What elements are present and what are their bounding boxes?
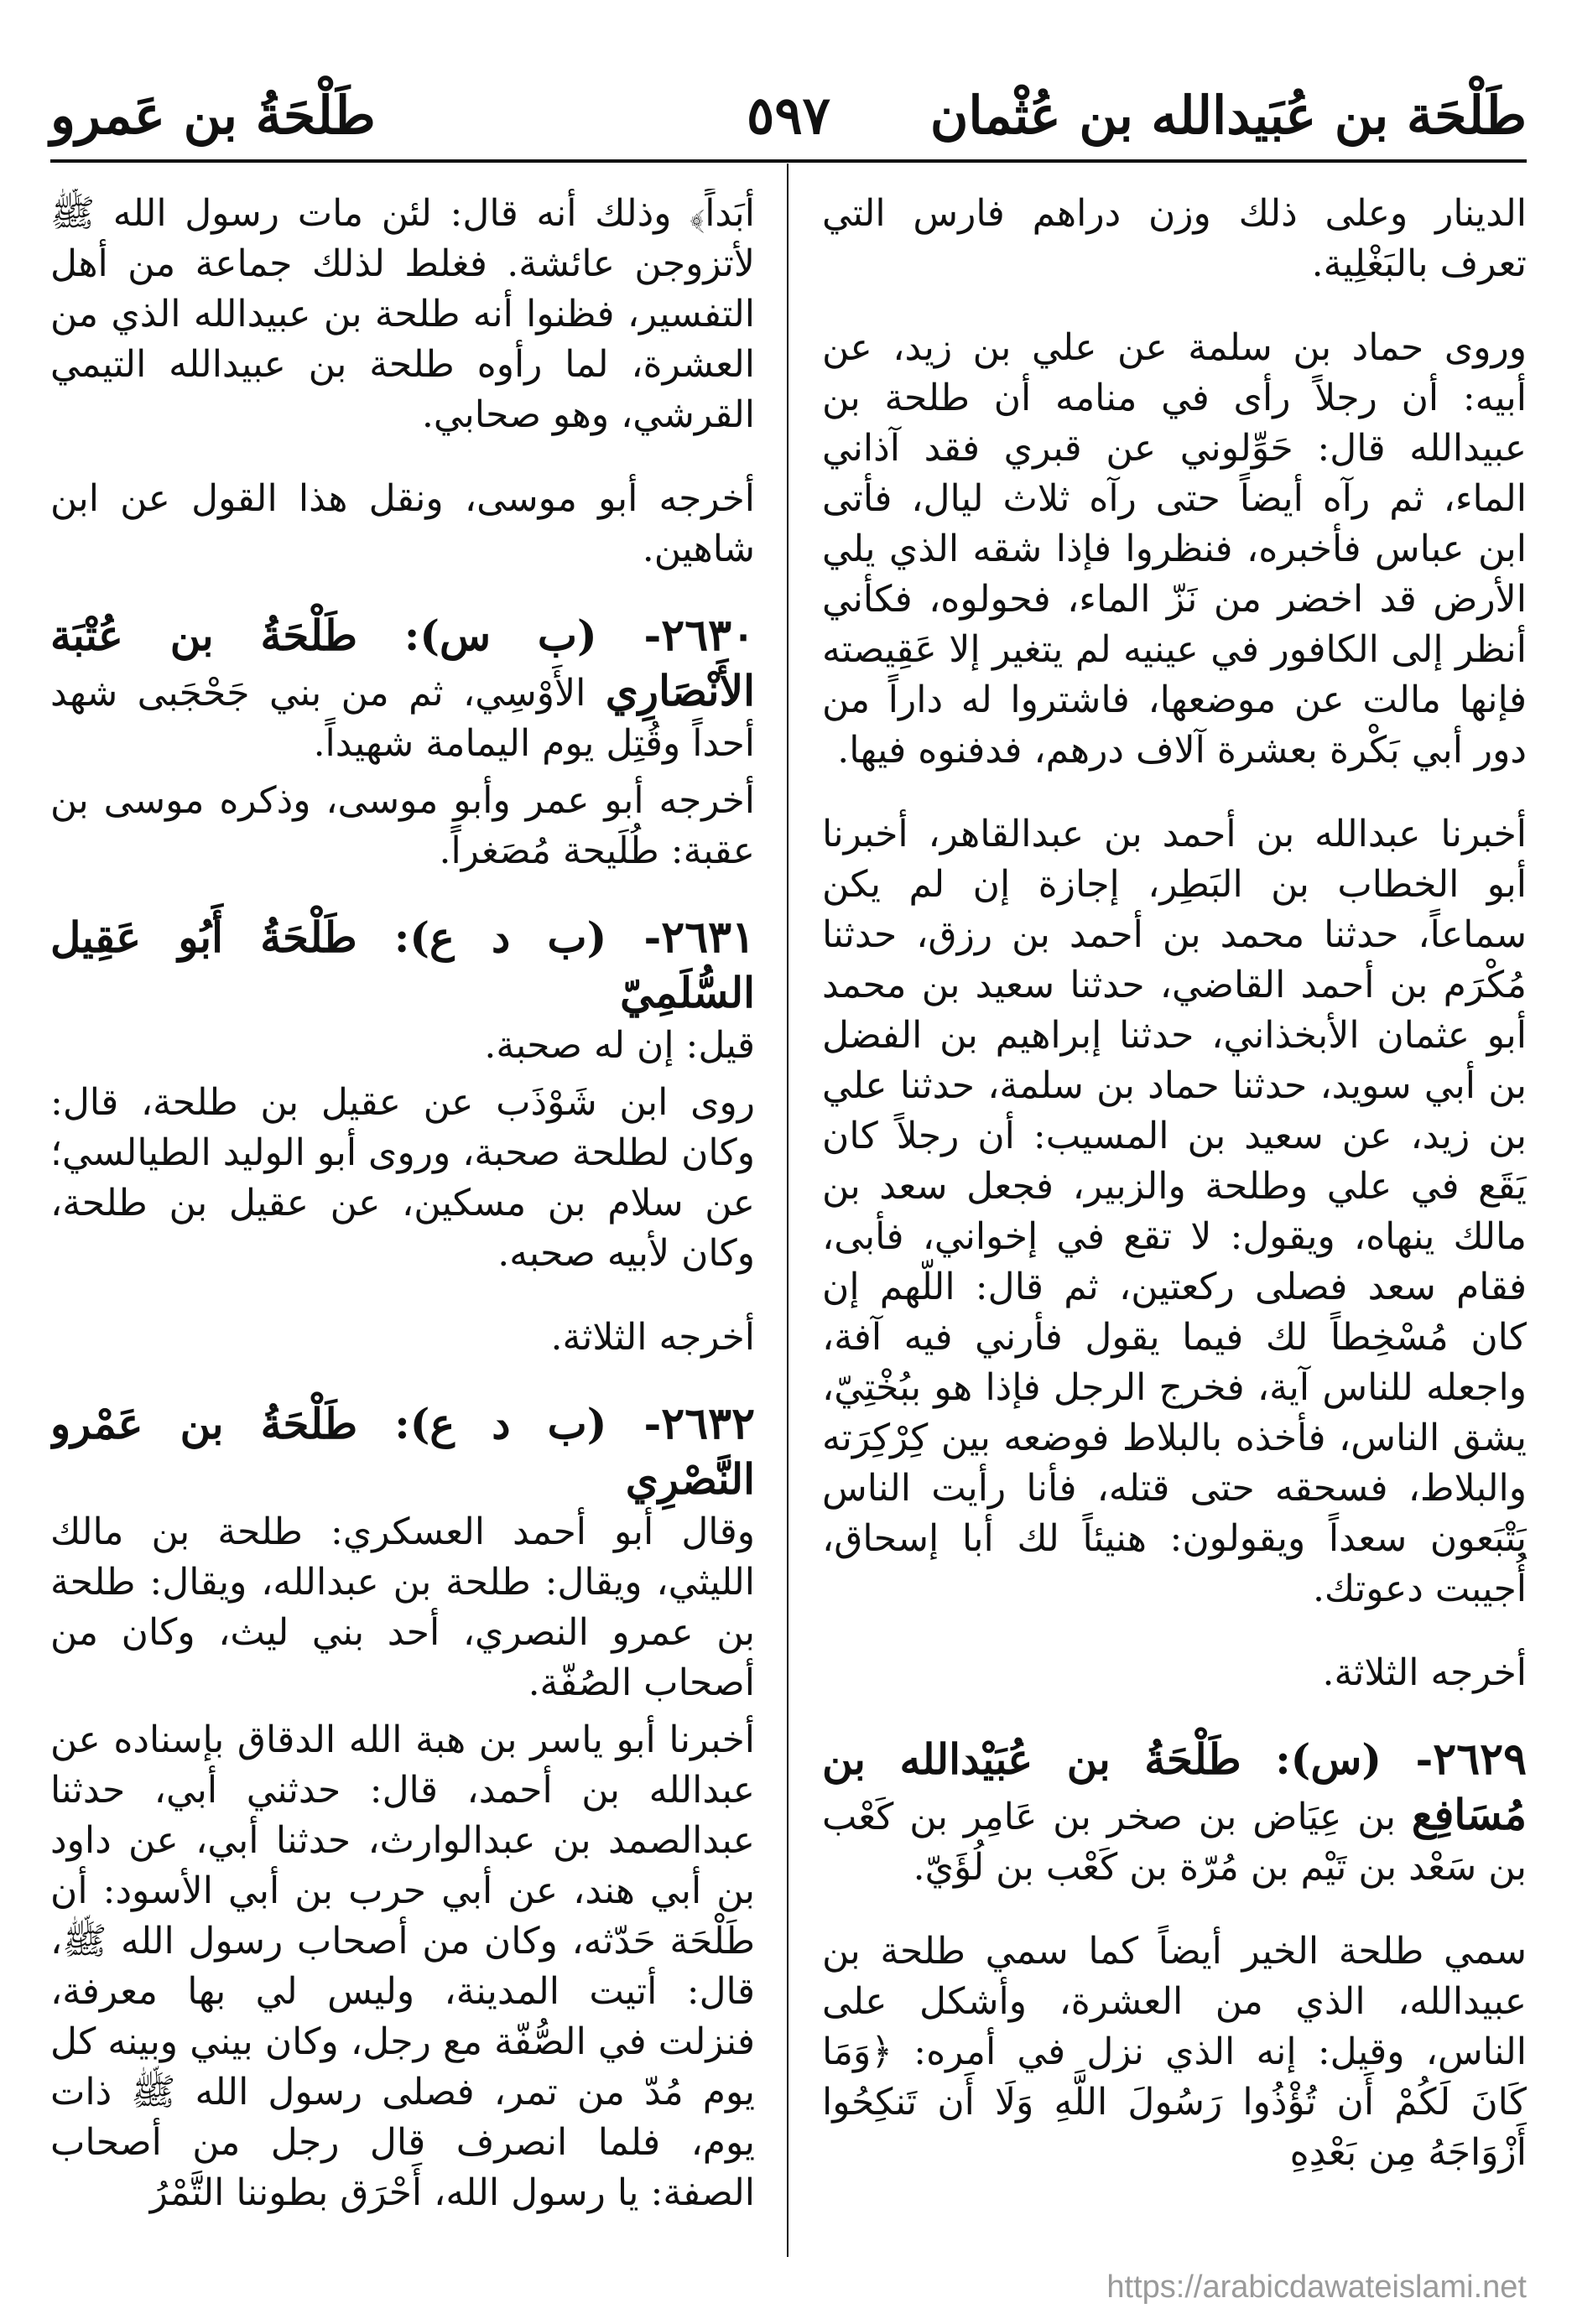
entry-body: قيل: إن له صحبة. — [484, 1024, 755, 1067]
paragraph: سمي طلحة الخير أيضاً كما سمي طلحة بن عبيدالله، الذي من العشرة، وأشكل على الناس، وقيل: إنه الذي نزل في أمره: ﴿وَمَا كَانَ لَكُمْ أَن تُؤْذُوا رَسُولَ اللَّهِ وَلَا أَن تَنكِحُوا أَزْوَاجَهُ مِن بَعْدِهِ — [822, 1930, 1527, 2174]
entry-number: ٢٦٣٠ — [661, 610, 755, 661]
entry-name: طَلْحَةُ أَبُو عَقِيل السُّلَمِيّ — [50, 912, 755, 1017]
entry-code: - (ب س): — [357, 611, 662, 660]
entry-code: - (ب د ع): — [357, 912, 662, 962]
entry-heading — [50, 912, 755, 1017]
right-column — [822, 189, 1527, 2265]
header-left-title: طَلْحَةُ بن عَمرو — [50, 85, 376, 146]
watermark-url: https://arabicdawateislami.net — [1106, 2269, 1527, 2305]
entry-2630 — [50, 608, 755, 769]
paragraph: أخبرنا أبو ياسر بن هبة الله الدقاق بإسناده عن عبدالله بن أحمد، قال: حدثني أبي، حدثنا عبدالصمد بن عبدالوارث، حدثنا أبي، عن داود بن أبي هند، عن أبي حرب بن أبي الأسود: أن طَلْحَة حَدّثه، وكان من أصحاب رسول الله ﷺ، قال: أتيت المدينة، وليس لي بها معرفة، فنزلت في الصُّفّة مع رجل، وكان بيني وبينه كل يوم مُدّ من تمر، فصلى رسول الله ﷺ ذات يوم، فلما انصرف قال رجل من أصحاب الصفة: يا رسول الله، أَحْرَق بطوننا التَّمْرُ — [50, 1718, 755, 2214]
paragraph: روى ابن شَوْذَب عن عقيل بن طلحة، قال: وكان لطلحة صحبة، وروى أبو الوليد الطيالسي؛ عن سلام بن مسكين، عن عقيل بن طلحة، وكان لأبيه صحبه. — [50, 1081, 755, 1275]
entry-body: وقال أبو أحمد العسكري: طلحة بن مالك الليثي، ويقال: طلحة بن عبدالله، ويقال: طلحة بن عمرو النصري، أحد بني ليث، وكان من أصحاب الصُفّة. — [50, 1510, 755, 1704]
entry-code: - (ب د ع): — [357, 1399, 662, 1448]
paragraph: أخرجه أبو عمر وأبو موسى، وذكره موسى بن عقبة: طُلَيحة مُصَغراً. — [50, 779, 755, 872]
paragraph: وروى حماد بن سلمة عن علي بن زيد، عن أبيه: أن رجلاً رأى في منامه أن طلحة بن عبيدالله قال: حَوِّلوني عن قبري فقد آذاني الماء، ثم رآه أيضاً حتى رآه ثلاث ليال، فأتى ابن عباس فأخبره، فنظروا فإذا شقه الذي يلي الأرض قد اخضر من نَزّ الماء، فحولوه، فكأني أنظر إلى الكافور في عينيه لم يتغير إلا عَقِيصته فإنها مالت عن موضعها، فاشتروا له داراً من دور أبي بَكْرة بعشرة آلاف درهم، فدفنوه فيها. — [822, 326, 1527, 772]
entry-name: طَلْحَةُ بن عَمْرو النَّصْرِي — [50, 1399, 755, 1504]
entry-number: ٢٦٣٢ — [661, 1398, 755, 1449]
entry-name: طَلْحَةُ بن عُتْبَة الأَنْصَارِي — [50, 611, 755, 715]
header-right-title: طَلْحَة بن عُبَيدالله بن عُثْمان — [929, 85, 1527, 146]
entry-2631 — [50, 910, 755, 1071]
paragraph: أَبَداً﴾ وذلك أنه قال: لئن مات رسول الله ﷺ لأتزوجن عائشة. فغلط لذلك جماعة من أهل التفسير، فظنوا أنه طلحة بن عبيدالله الذي من العشرة، لما رأوه طلحة بن عبيدالله التيمي القرشي، وهو صحابي. — [50, 192, 755, 436]
paragraph: أخرجه الثلاثة. — [550, 1316, 755, 1359]
column-divider — [787, 164, 788, 2257]
page-number: ٥٩٧ — [747, 85, 830, 146]
entry-body: الأَوْسِي، ثم من بني جَحْجَبى شهد أحداً وقُتِل يوم اليمامة شهيداً. — [50, 672, 755, 765]
entry-number: ٢٦٣١ — [661, 912, 755, 963]
entry-lineage: بن عِيَاض بن صخر بن عَامِر بن كَعْب بن سَعْد بن تَيْم بن مُرّة بن كَعْب بن لُؤَيّ. — [822, 1796, 1527, 1889]
left-column — [50, 189, 755, 2265]
paragraph: أخرجه الثلاثة. — [1322, 1651, 1527, 1694]
paragraph: أخرجه أبو موسى، ونقل هذا القول عن ابن شاهين. — [50, 477, 755, 570]
running-header — [50, 67, 1527, 163]
paragraph: الدينار وعلى ذلك وزن دراهم فارس التي تعرف بالبَغْلِية. — [822, 192, 1527, 285]
entry-number: ٢٦٢٩ — [1433, 1734, 1527, 1785]
paragraph: أخبرنا عبدالله بن أحمد بن عبدالقاهر، أخبرنا أبو الخطاب بن البَطِر، إجازة إن لم يكن سماعاً، حدثنا محمد بن أحمد بن رزق، حدثنا مُكْرَم بن أحمد القاضي، حدثنا سعيد بن محمد أبو عثمان الأبخذاني، حدثنا إبراهيم بن الفضل بن أبي سويد، حدثنا حماد بن سلمة، حدثنا علي بن زيد، عن سعيد بن المسيب: أن رجلاً كان يَقَع في علي وطلحة والزبير، فجعل سعد بن مالك ينهاه، ويقول: لا تقع في إخواني، فأبى، فقام سعد فصلى ركعتين، ثم قال: اللّهم إن كان مُسْخِطاً لك فيما يقول فأرني فيه آفة، واجعله للناس آية، فخرج الرجل فإذا هو ببُخْتِيّ، يشق الناس، فأخذه بالبلاط فوضعه بين كِرْكِرَته والبلاط، فسحقه حتى قتله، فأنا رأيت الناس يَتْبَعون سعداً ويقولون: هنيئاً لك أبا إسحاق، أُجيبت دعوتك. — [822, 813, 1527, 1610]
entry-code: - (س): — [1241, 1734, 1434, 1784]
entry-2632 — [50, 1396, 755, 1708]
entry-name: طَلْحَةُ بن عُبَيْدالله بن مُسَافِع — [822, 1734, 1527, 1839]
entry-heading — [50, 1399, 755, 1504]
entry-2629 — [822, 1732, 1527, 1893]
